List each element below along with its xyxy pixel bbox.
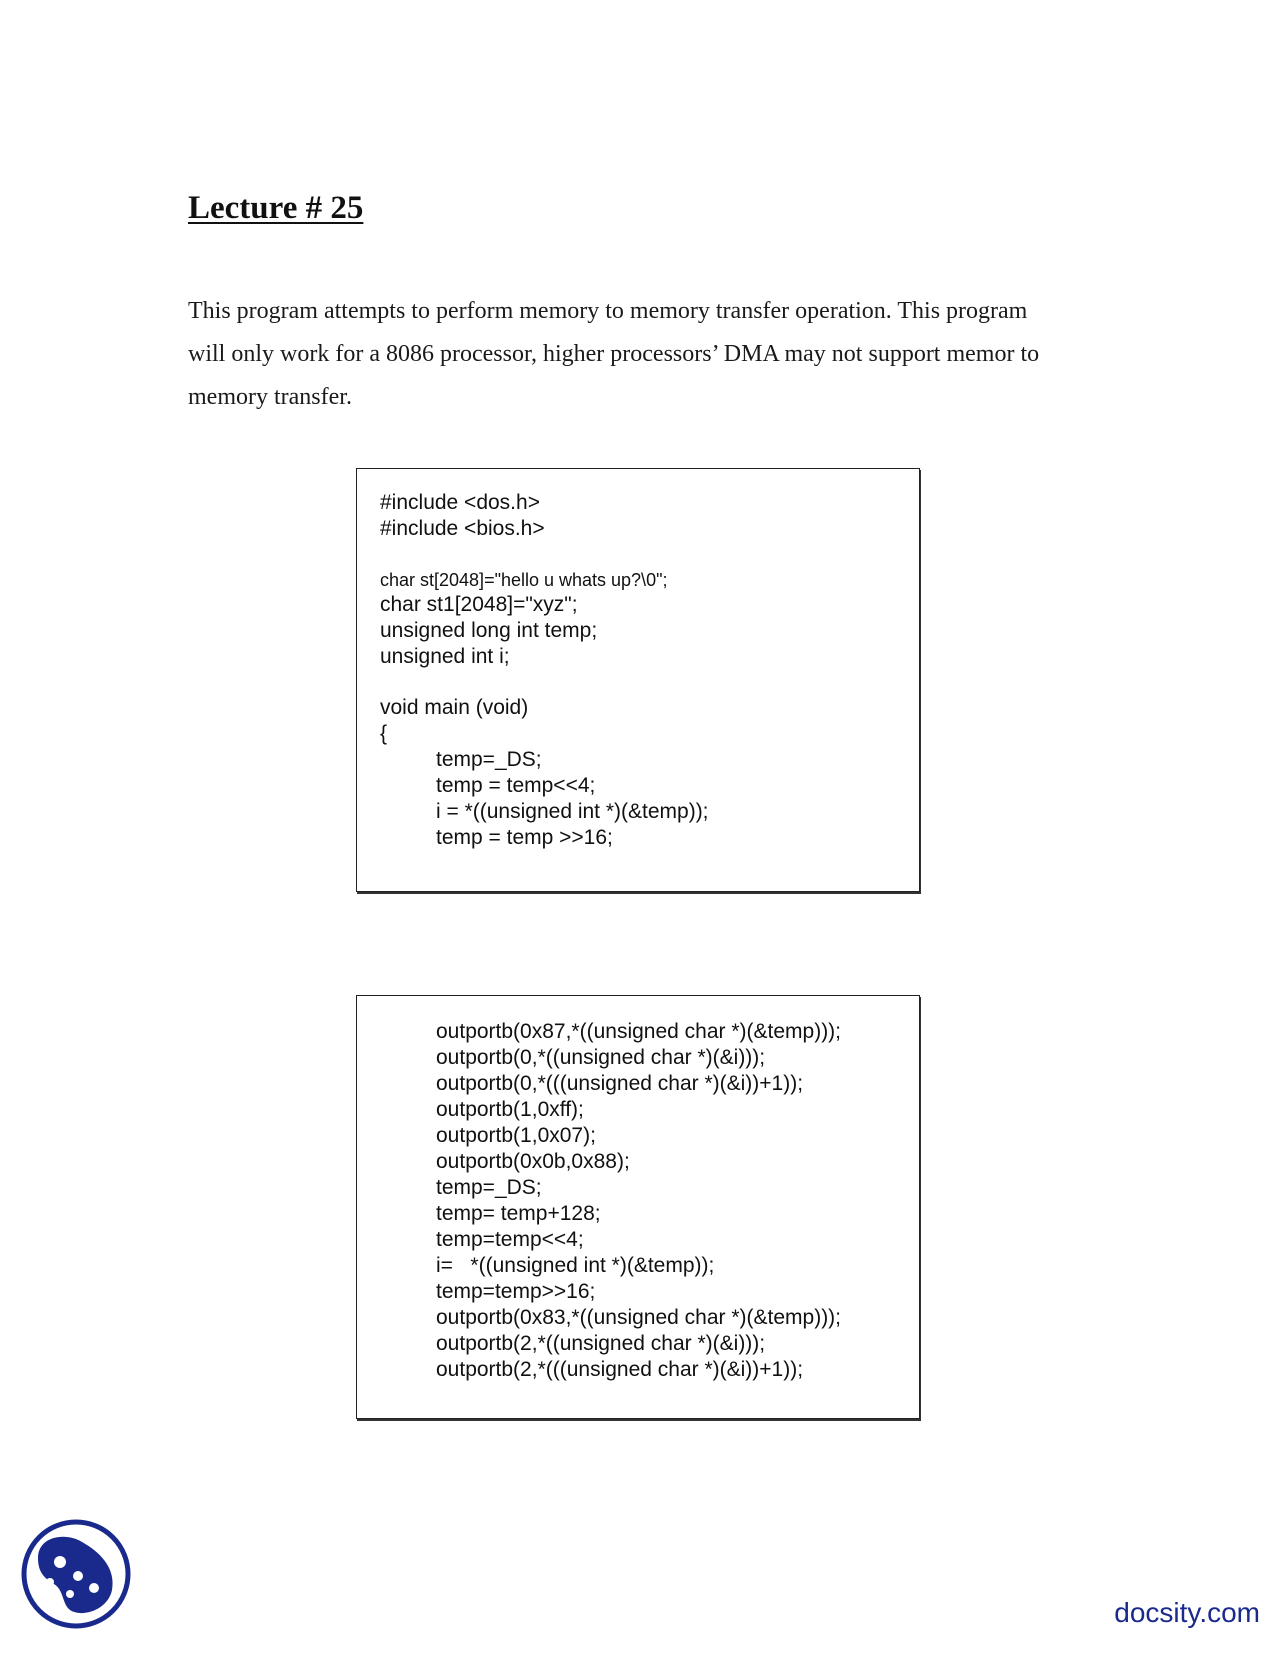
- docsity-logo-icon[interactable]: [20, 1518, 132, 1630]
- code-line: temp=temp<<4;: [436, 1228, 584, 1251]
- code-line: unsigned int i;: [380, 645, 510, 668]
- intro-line: memory transfer.: [188, 384, 352, 410]
- code-line: temp = temp<<4;: [436, 774, 596, 797]
- code-line: void main (void): [380, 696, 529, 719]
- brand-link[interactable]: docsity.com: [1114, 1597, 1260, 1628]
- intro-line: This program attempts to perform memory to memory transfer operation. This program: [188, 298, 1028, 324]
- code-line: i = *((unsigned int *)(&temp));: [436, 800, 709, 823]
- code-line: temp=_DS;: [436, 1176, 542, 1199]
- code-line: outportb(2,*((unsigned char *)(&i)));: [436, 1332, 766, 1355]
- code-line: temp=_DS;: [436, 748, 542, 771]
- code-line: outportb(1,0x07);: [436, 1124, 596, 1147]
- code-line: outportb(2,*(((unsigned char *)(&i))+1));: [436, 1358, 804, 1381]
- code-line: #include <bios.h>: [380, 517, 545, 540]
- code-line: char st1[2048]="xyz";: [380, 593, 578, 616]
- intro-paragraph: [188, 290, 1088, 419]
- code-line: char st[2048]="hello u whats up?\0";: [380, 570, 668, 590]
- lecture-title: Lecture # 25: [188, 190, 364, 226]
- code-line: outportb(0x0b,0x88);: [436, 1150, 630, 1173]
- code-line: outportb(0,*((unsigned char *)(&i)));: [436, 1046, 766, 1069]
- code-line: outportb(0x83,*((unsigned char *)(&temp)));: [436, 1306, 842, 1329]
- code-line: temp=temp>>16;: [436, 1280, 596, 1303]
- code-box-outportb: [356, 995, 920, 1419]
- code-line: outportb(0x87,*((unsigned char *)(&temp)));: [436, 1020, 842, 1043]
- code-line: #include <dos.h>: [380, 491, 540, 514]
- code-line: outportb(1,0xff);: [436, 1098, 584, 1121]
- code-line: temp = temp >>16;: [436, 826, 613, 849]
- code-line: temp= temp+128;: [436, 1202, 601, 1225]
- code-line: {: [380, 722, 388, 745]
- code-line: unsigned long int temp;: [380, 619, 598, 642]
- code-line: outportb(0,*(((unsigned char *)(&i))+1));: [436, 1072, 804, 1095]
- code-box-includes-main: [356, 468, 920, 892]
- code-line: i= *((unsigned int *)(&temp));: [436, 1254, 715, 1277]
- intro-line: will only work for a 8086 processor, higher processors’ DMA may not support memor to: [188, 341, 1040, 367]
